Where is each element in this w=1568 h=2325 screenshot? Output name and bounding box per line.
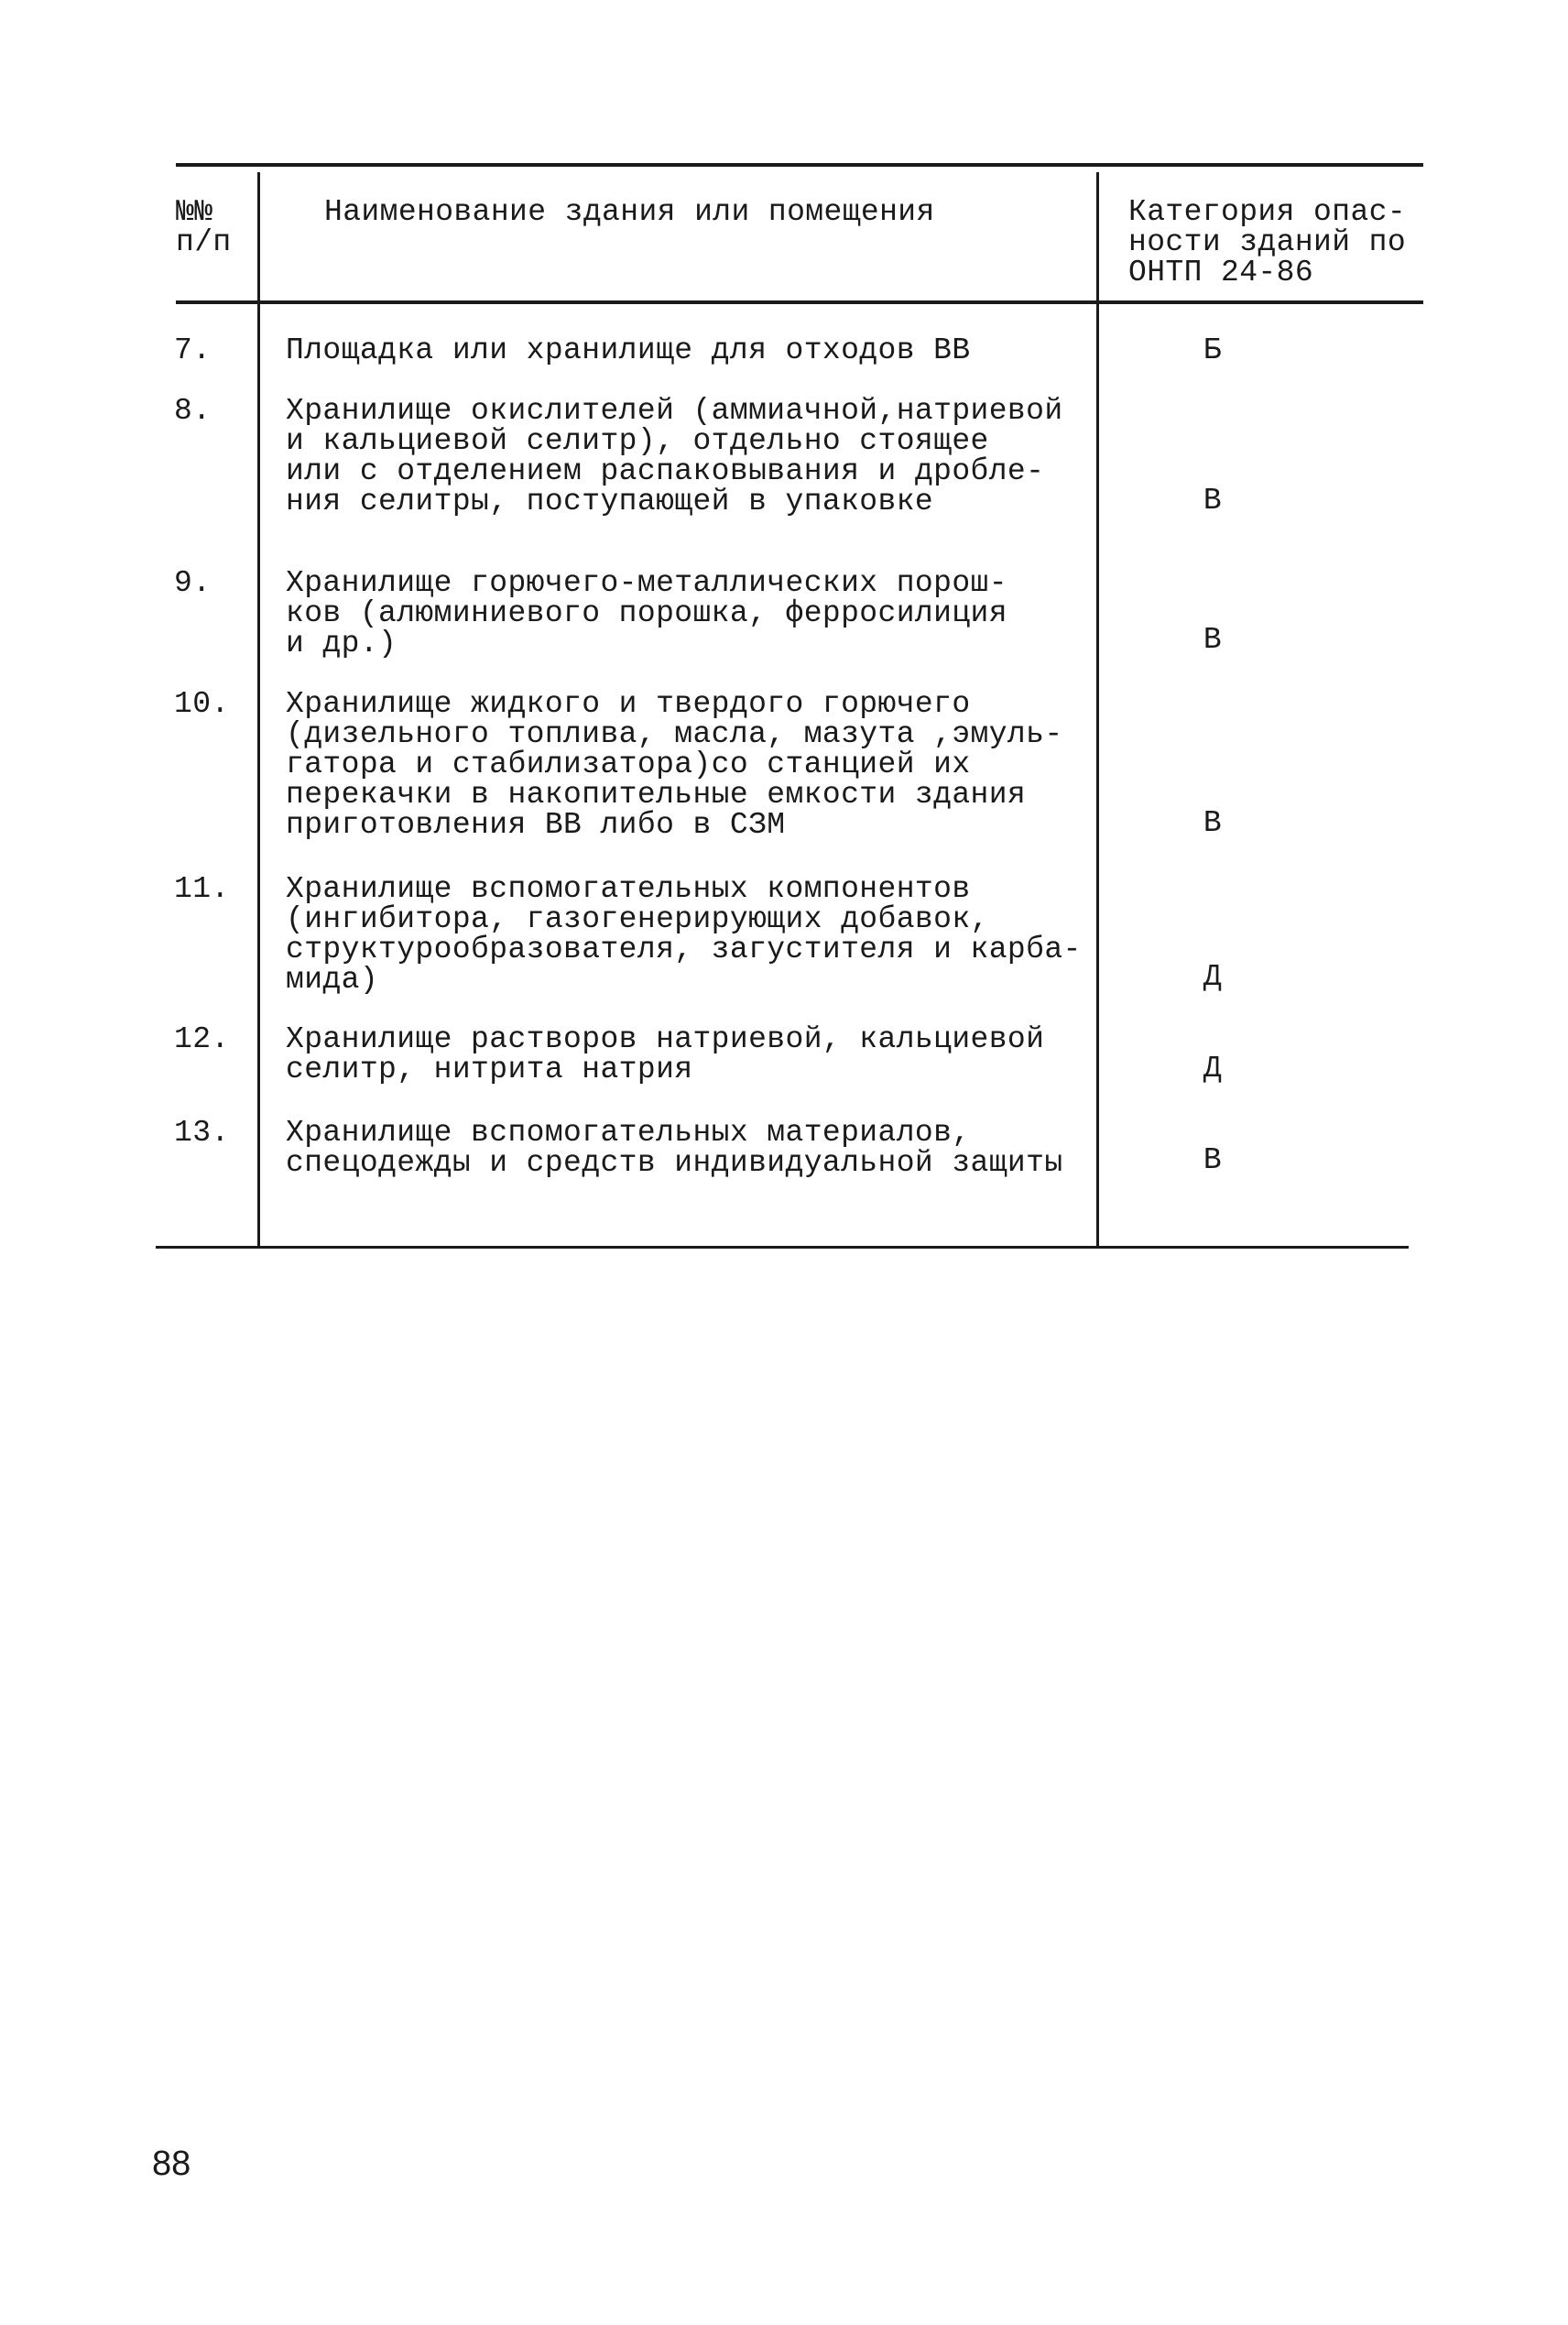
row-9-number: 9. bbox=[174, 566, 212, 600]
page-number: 88 bbox=[152, 2145, 191, 2183]
row-13-name: Хранилище вспомогательных материалов, спецодежды и средств индивидуальной защиты bbox=[286, 1116, 1063, 1180]
row-12-number: 12. bbox=[174, 1022, 230, 1056]
table-header-rule bbox=[176, 300, 1423, 304]
row-7-number: 7. bbox=[174, 333, 212, 367]
row-7-name: Площадка или хранилище для отходов ВВ bbox=[286, 333, 971, 367]
header-number: №№ п/п bbox=[176, 195, 232, 259]
row-10-number: 10. bbox=[174, 687, 230, 721]
row-11-category: Д bbox=[1203, 960, 1223, 994]
row-13-category: В bbox=[1203, 1143, 1223, 1177]
row-13-number: 13. bbox=[174, 1116, 230, 1150]
row-10-category: В bbox=[1203, 806, 1223, 840]
row-8-name: Хранилище окислителей (аммиачной,натриевой и кальциевой селитр), отдельно стоящее или с отделением распаковывания и дробле- ния селитры, поступающей в упаковке bbox=[286, 394, 1063, 518]
row-11-number: 11. bbox=[174, 872, 230, 906]
header-name: Наименование здания или помещения bbox=[324, 195, 935, 229]
table-top-rule bbox=[176, 163, 1423, 167]
row-9-name: Хранилище горючего-металлических порош- ков (алюминиевого порошка, ферросилиция и др.) bbox=[286, 566, 1007, 660]
row-9-category: В bbox=[1203, 623, 1223, 657]
row-8-number: 8. bbox=[174, 394, 212, 428]
row-8-category: В bbox=[1203, 484, 1223, 518]
column-divider-category bbox=[1096, 172, 1099, 1249]
row-11-name: Хранилище вспомогательных компонентов (ингибитора, газогенерирующих добавок, структурообразователя, загустителя и карба- мида) bbox=[286, 872, 1082, 997]
row-12-name: Хранилище растворов натриевой, кальциевой селитр, нитрита натрия bbox=[286, 1022, 1045, 1086]
header-category: Категория опас- ности зданий по ОНТП 24-86 bbox=[1128, 195, 1407, 289]
row-10-name: Хранилище жидкого и твердого горючего (дизельного топлива, масла, мазута ,эмуль- гатора и стабилизатора)со станцией их перекачки в накопительные емкости здания приготовления ВВ либо в СЗМ bbox=[286, 687, 1063, 842]
column-divider-number bbox=[257, 172, 260, 1249]
row-12-category: Д bbox=[1203, 1052, 1223, 1086]
table-bottom-rule bbox=[156, 1246, 1409, 1249]
row-7-category: Б bbox=[1203, 333, 1223, 367]
